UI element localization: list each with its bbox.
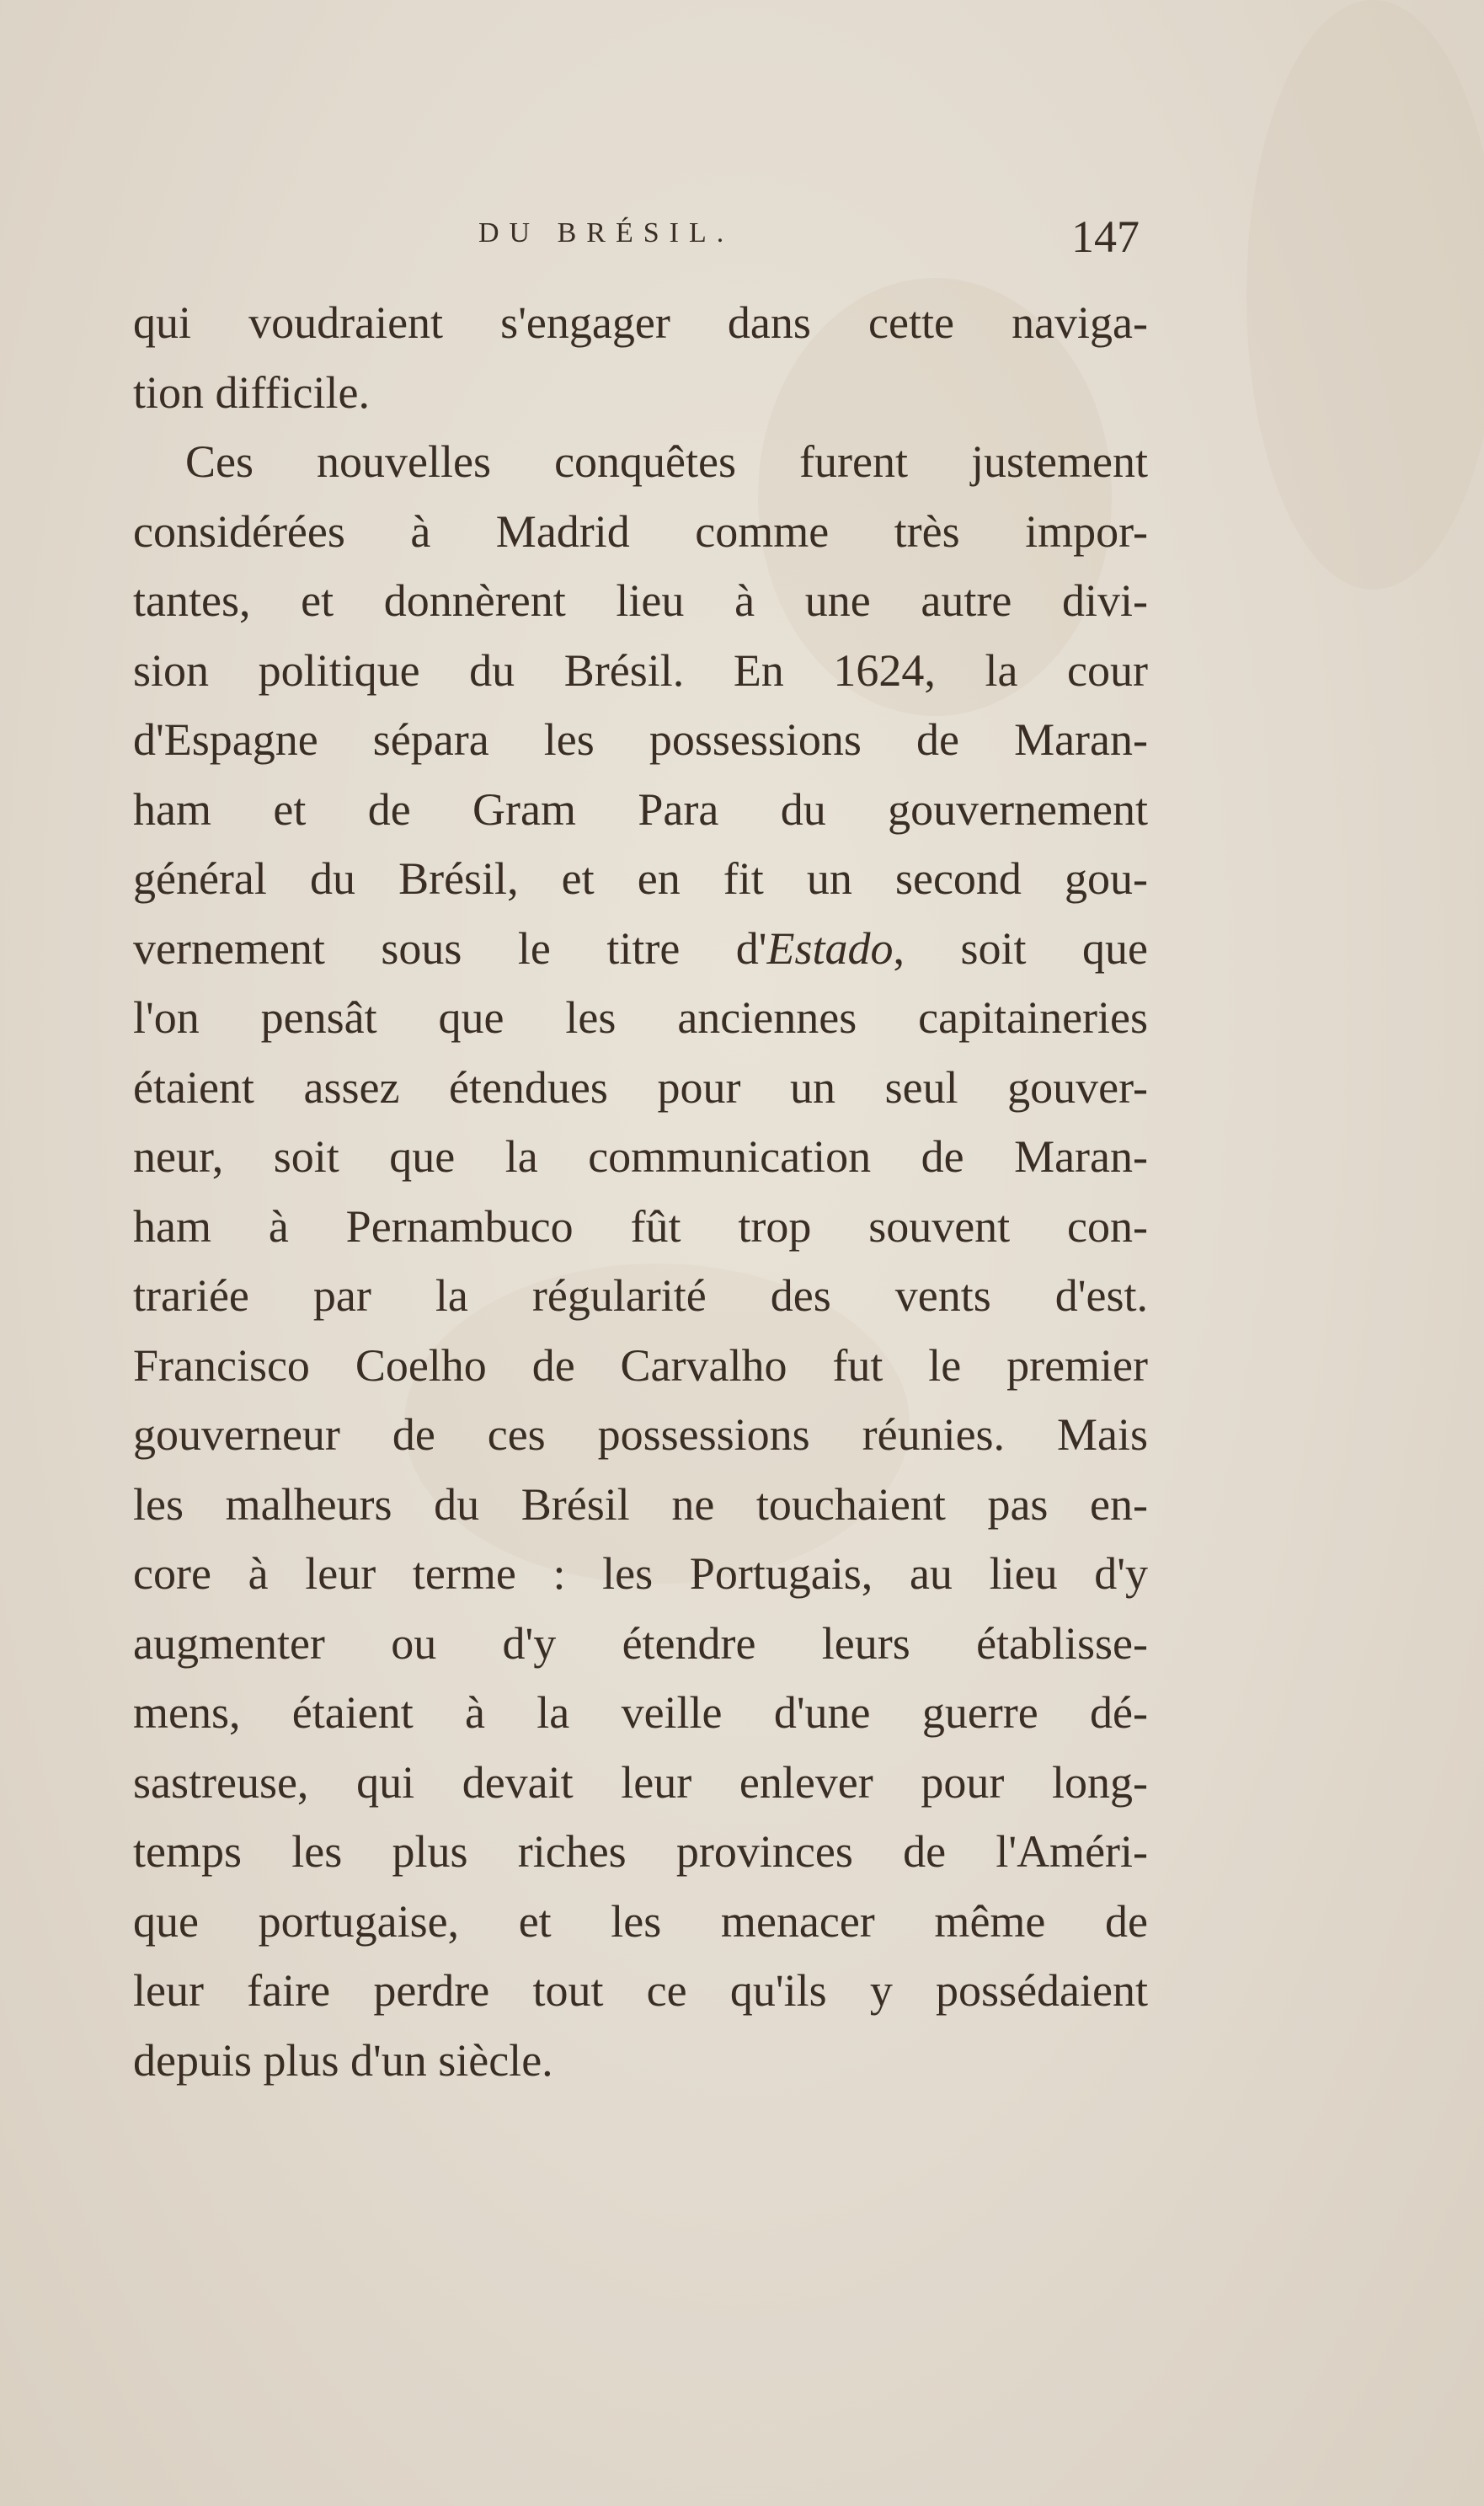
text-line: neur, soit que la communication de Maran- xyxy=(133,1131,1148,1182)
text-line: que portugaise, et les menacer même de xyxy=(133,1895,1148,1947)
text-line: mens, étaient à la veille d'une guerre dé- xyxy=(133,1687,1148,1738)
text-line: Francisco Coelho de Carvalho fut le premier xyxy=(133,1339,1148,1391)
text-line: depuis plus d'un siècle. xyxy=(133,2034,553,2086)
italic-term: Estado xyxy=(766,922,894,974)
text-line: étaient assez étendues pour un seul gouver- xyxy=(133,1061,1148,1113)
text-line: sion politique du Brésil. En 1624, la cour xyxy=(133,644,1148,696)
text-line: sastreuse, qui devait leur enlever pour long- xyxy=(133,1756,1148,1808)
page-number: 147 xyxy=(1071,211,1140,262)
text-line: considérées à Madrid comme très impor- xyxy=(133,505,1148,557)
text-line: gouverneur de ces possessions réunies. Mais xyxy=(133,1409,1148,1460)
text-line: Ces nouvelles conquêtes furent justement xyxy=(185,436,1148,487)
body-text xyxy=(133,288,1148,2095)
text-line xyxy=(133,914,1148,984)
text-line: tion difficile. xyxy=(133,366,370,418)
text-line: core à leur terme : les Portugais, au lieu d'y xyxy=(133,1548,1148,1599)
text-segment: vernement sous le titre d' xyxy=(133,922,767,974)
text-line: qui voudraient s'engager dans cette naviga- xyxy=(133,297,1148,348)
text-line: général du Brésil, et en fit un second gou- xyxy=(133,853,1148,904)
text-line: temps les plus riches provinces de l'Améri- xyxy=(133,1826,1148,1877)
paper-stain xyxy=(1246,0,1484,590)
text-line: leur faire perdre tout ce qu'ils y possédaient xyxy=(133,1965,1148,2016)
text-line: tantes, et donnèrent lieu à une autre divi- xyxy=(133,575,1148,626)
text-line: l'on pensât que les anciennes capitaineries xyxy=(133,992,1148,1043)
text-line: les malheurs du Brésil ne touchaient pas en- xyxy=(133,1478,1148,1530)
text-line: d'Espagne sépara les possessions de Maran- xyxy=(133,714,1148,765)
text-line: ham et de Gram Para du gouvernement xyxy=(133,783,1148,835)
page-header xyxy=(133,211,1148,270)
text-segment: , soit que xyxy=(893,922,1148,974)
running-head: DU BRÉSIL. xyxy=(478,217,734,248)
text-line: trariée par la régularité des vents d'est. xyxy=(133,1270,1148,1321)
text-line: augmenter ou d'y étendre leurs établisse- xyxy=(133,1617,1148,1669)
text-line: ham à Pernambuco fût trop souvent con- xyxy=(133,1200,1148,1252)
